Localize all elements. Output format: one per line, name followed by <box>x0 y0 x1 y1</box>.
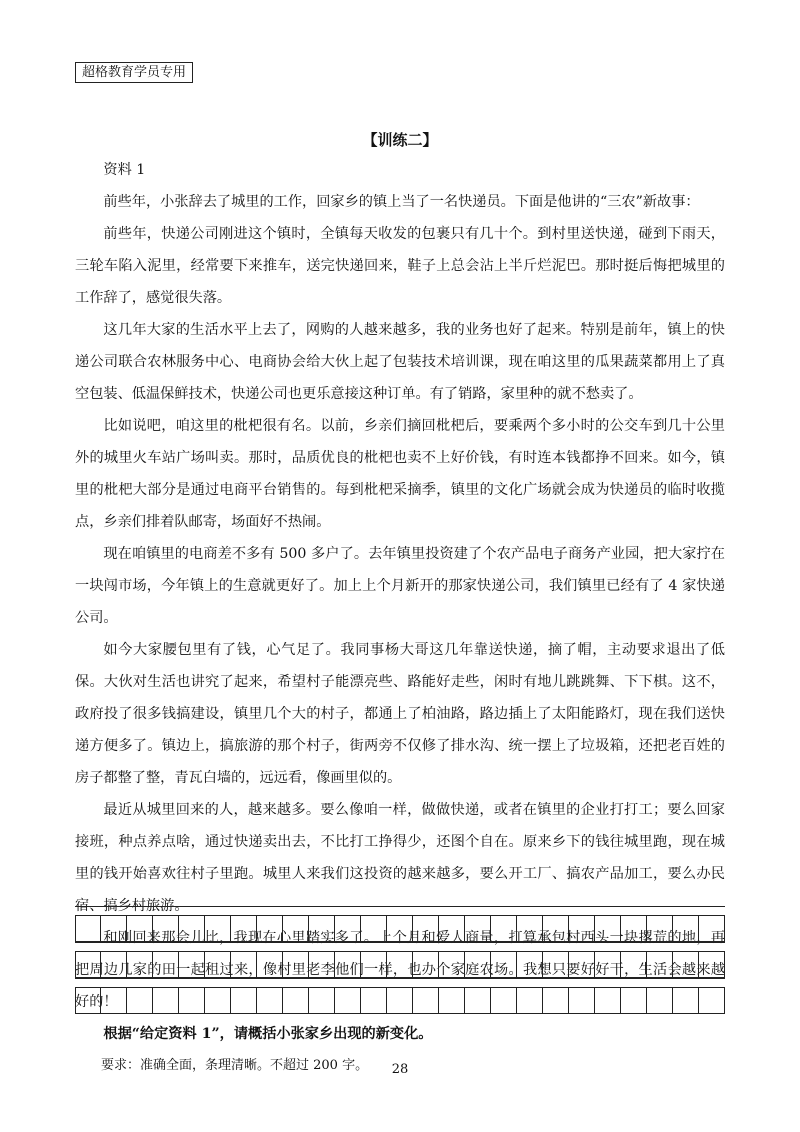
grid-row <box>75 916 725 942</box>
grid-cell[interactable] <box>101 988 127 1013</box>
paragraph-future-plan: 和刚回来那会儿比，我现在心里踏实多了。上个月和爱人商量，打算承包村西头一块撂荒的地，再把周边几家的田一起租过来，像村里老李他们一样，也办个家庭农场。我想只要好好干，生活会越来越好的！ <box>75 930 725 1010</box>
requirement: 要求：准确全面，条理清晰。不超过 200 字。 <box>101 1058 369 1073</box>
grid-cell[interactable] <box>361 952 387 977</box>
paragraph-loquat: 比如说吧，咱这里的枇杷很有名。以前，乡亲们摘回枇杷后，要乘两个多小时的公交车到几十公里外的城里火车站广场叫卖。那时，品质优良的枇杷也卖不上好价钱，有时连本钱都挣不回来。如今，镇里的枇杷大部分是通过电商平台销售的。每到枇杷采摘季，镇里的文化广场就会成为快递员的临时收揽点，乡亲们排着队邮寄，场面好不热闹。 <box>75 418 725 530</box>
grid-cell[interactable] <box>543 988 569 1013</box>
grid-cell[interactable] <box>699 952 725 977</box>
grid-cell[interactable] <box>361 988 387 1013</box>
grid-cell[interactable] <box>647 952 673 977</box>
question: 根据“给定资料 1”，请概括小张家乡出现的新变化。 <box>103 1026 433 1042</box>
paragraph-intro: 前些年，小张辞去了城里的工作，回家乡的镇上当了一名快递员。下面是他讲的“三农”新故事： <box>103 194 700 210</box>
grid-cell[interactable] <box>387 952 413 977</box>
grid-cell[interactable] <box>439 988 465 1013</box>
grid-cell[interactable] <box>257 916 283 941</box>
grid-cell[interactable] <box>387 988 413 1013</box>
grid-cell[interactable] <box>231 988 257 1013</box>
grid-cell[interactable] <box>283 988 309 1013</box>
grid-cell[interactable] <box>621 952 647 977</box>
material-label: 资料 1 <box>103 162 146 178</box>
grid-cell[interactable] <box>673 988 699 1013</box>
grid-cell[interactable] <box>335 988 361 1013</box>
grid-cell[interactable] <box>595 916 621 941</box>
grid-cell[interactable] <box>205 988 231 1013</box>
grid-cell[interactable] <box>257 988 283 1013</box>
grid-row <box>75 952 725 978</box>
grid-cell[interactable] <box>75 952 101 977</box>
grid-cell[interactable] <box>127 988 153 1013</box>
grid-cell[interactable] <box>75 916 101 941</box>
grid-cell[interactable] <box>465 988 491 1013</box>
grid-cell[interactable] <box>231 916 257 941</box>
grid-cell[interactable] <box>361 916 387 941</box>
grid-cell[interactable] <box>543 952 569 977</box>
grid-cell[interactable] <box>179 952 205 977</box>
grid-cell[interactable] <box>387 916 413 941</box>
grid-cell[interactable] <box>491 916 517 941</box>
grid-cell[interactable] <box>621 988 647 1013</box>
grid-cell[interactable] <box>153 952 179 977</box>
paragraph-ecommerce: 现在咱镇里的电商差不多有 500 多户了。去年镇里投资建了个农产品电子商务产业园，把大家拧在一块闯市场，今年镇上的生意就更好了。加上上个月新开的那家快递公司，我们镇里已经有了 4 家快递公司。 <box>75 546 725 626</box>
grid-cell[interactable] <box>621 916 647 941</box>
grid-cell[interactable] <box>127 916 153 941</box>
grid-cell[interactable] <box>595 988 621 1013</box>
grid-cell[interactable] <box>439 952 465 977</box>
grid-cell[interactable] <box>647 988 673 1013</box>
grid-row-separator <box>75 942 725 952</box>
grid-cell[interactable] <box>413 988 439 1013</box>
grid-cell[interactable] <box>569 988 595 1013</box>
grid-cell[interactable] <box>153 916 179 941</box>
section-title: 【训练二】 <box>362 131 438 149</box>
grid-cell[interactable] <box>517 916 543 941</box>
grid-cell[interactable] <box>153 988 179 1013</box>
grid-cell[interactable] <box>517 988 543 1013</box>
grid-cell[interactable] <box>517 952 543 977</box>
grid-cell[interactable] <box>309 952 335 977</box>
grid-row-separator <box>75 906 725 916</box>
grid-row <box>75 988 725 1014</box>
grid-cell[interactable] <box>491 988 517 1013</box>
grid-cell[interactable] <box>75 988 101 1013</box>
grid-cell[interactable] <box>309 916 335 941</box>
grid-cell[interactable] <box>127 952 153 977</box>
grid-cell[interactable] <box>335 916 361 941</box>
grid-cell[interactable] <box>179 916 205 941</box>
grid-cell[interactable] <box>283 952 309 977</box>
paragraph-business-growth: 这几年大家的生活水平上去了，网购的人越来越多，我的业务也好了起来。特别是前年，镇上的快递公司联合农林服务中心、电商协会给大伙上起了包装技术培训课，现在咱这里的瓜果蔬菜都用上了真空包装、低温保鲜技术，快递公司也更乐意接这种订单。有了销路，家里种的就不愁卖了。 <box>75 322 725 402</box>
grid-cell[interactable] <box>283 916 309 941</box>
grid-cell[interactable] <box>257 952 283 977</box>
grid-cell[interactable] <box>543 916 569 941</box>
header-label: 超格教育学员专用 <box>75 62 193 83</box>
grid-cell[interactable] <box>205 916 231 941</box>
grid-cell[interactable] <box>673 952 699 977</box>
grid-cell[interactable] <box>413 952 439 977</box>
grid-cell[interactable] <box>569 916 595 941</box>
grid-cell[interactable] <box>101 952 127 977</box>
grid-cell[interactable] <box>569 952 595 977</box>
grid-cell[interactable] <box>413 916 439 941</box>
grid-cell[interactable] <box>335 952 361 977</box>
page-number: 28 <box>391 1062 409 1077</box>
paragraph-early-years: 前些年，快递公司刚进这个镇时，全镇每天收发的包裹只有几十个。到村里送快递，碰到下雨天，三轮车陷入泥里，经常要下来推车，送完快递回来，鞋子上总会沾上半斤烂泥巴。那时挺后悔把城里的工作辞了，感觉很失落。 <box>75 226 725 306</box>
grid-cell[interactable] <box>673 916 699 941</box>
grid-cell[interactable] <box>179 988 205 1013</box>
grid-cell[interactable] <box>231 952 257 977</box>
paragraph-returnees: 最近从城里回来的人，越来越多。要么像咱一样，做做快递，或者在镇里的企业打打工；要么回家接班，种点养点啥，通过快递卖出去，不比打工挣得少，还图个自在。原来乡下的钱往城里跑，现在城里的钱开始喜欢往村子里跑。城里人来我们这投资的越来越多，要么开工厂、搞农产品加工，要么办民宿、搞乡村旅游。 <box>75 802 725 914</box>
grid-cell[interactable] <box>465 952 491 977</box>
grid-cell[interactable] <box>439 916 465 941</box>
grid-cell[interactable] <box>465 916 491 941</box>
grid-cell[interactable] <box>699 916 725 941</box>
answer-grid[interactable] <box>75 906 725 1014</box>
grid-cell[interactable] <box>595 952 621 977</box>
grid-cell[interactable] <box>647 916 673 941</box>
grid-cell[interactable] <box>491 952 517 977</box>
grid-cell[interactable] <box>101 916 127 941</box>
grid-cell[interactable] <box>205 952 231 977</box>
grid-cell[interactable] <box>699 988 725 1013</box>
grid-cell[interactable] <box>309 988 335 1013</box>
grid-row-separator <box>75 978 725 988</box>
paragraph-village-life: 如今大家腰包里有了钱，心气足了。我同事杨大哥这几年靠送快递，摘了帽，主动要求退出了低保。大伙对生活也讲究了起来，希望村子能漂亮些、路能好走些，闲时有地儿跳跳舞、下下棋。这不，政府投了很多钱搞建设，镇里几个大的村子，都通上了柏油路，路边插上了太阳能路灯，现在我们送快递方便多了。镇边上，搞旅游的那个村子，街两旁不仅修了排水沟、统一摆上了垃圾箱，还把老百姓的房子都整了整，青瓦白墙的，远远看，像画里似的。 <box>75 642 725 786</box>
